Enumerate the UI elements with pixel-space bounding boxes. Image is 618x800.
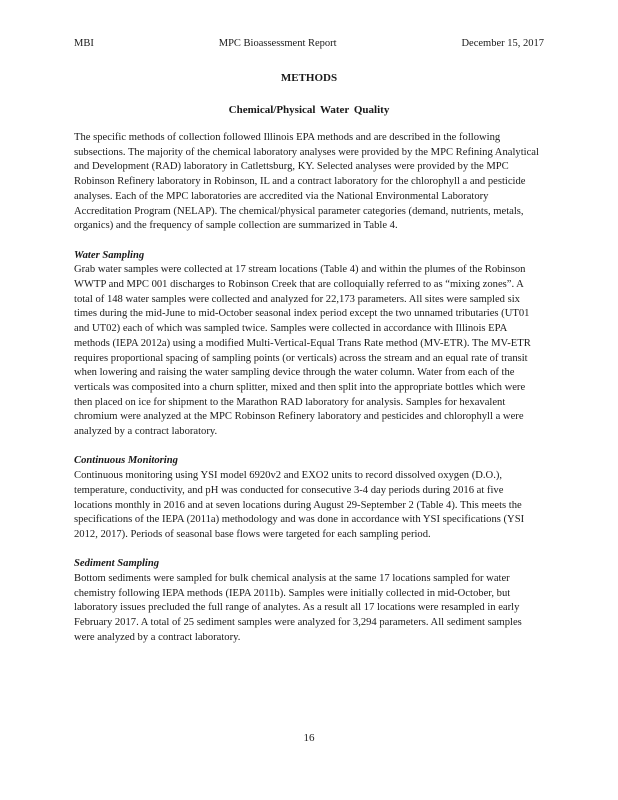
page-number: 16 — [303, 732, 315, 744]
section-subtitle: Chemical/Physical Water Quality — [228, 104, 390, 116]
header-organization: MBI — [74, 38, 94, 49]
continuous-monitoring-paragraph: Continuous monitoring using YSI model 6920v2 and EXO2 units to record dissolved oxygen (D.O.), temperature, conductivity, and pH was conducted for consecutive 3-4 day periods during 2016 at five locations monthly in 2016 and at seven locations during August 29-September 2 (Table 4). This meets the specifications of the IEPA (2011a) methodology and was done in accordance with YSI specifications (YSI 2012, 2017). Periods of seasonal base flows were targeted for each sampling period. — [74, 470, 525, 540]
water-sampling-heading: Water Sampling — [74, 249, 145, 261]
header-date: December 15, 2017 — [461, 38, 544, 49]
intro-paragraph: The specific methods of collection followed Illinois EPA methods and are described in the following subsections. The majority of the chemical laboratory analyses were provided by the MPC Refining Analytical and Development (RAD) laboratory in Catlettsburg, KY. Selected analyses were provided by the MPC Robinson Refinery laboratory in Robinson, IL and a contract laboratory for the chlorophyll a and pesticide analyses. Each of the MPC laboratories are accredited via the National Environmental Laboratory Accreditation Program (NELAP). The chemical/physical parameter categories (demand, nutrients, metals, organics) and the frequency of sample collection are summarized in Table 4. — [74, 132, 539, 232]
sediment-sampling-heading: Sediment Sampling — [74, 558, 160, 570]
sediment-sampling-paragraph: Bottom sediments were sampled for bulk chemical analysis at the same 17 locations sampled for water chemistry following IEPA methods (IEPA 2011b). Samples were initially collected in mid-October, but laboratory issues precluded the full range of analytes. As a result all 17 locations were resampled in early February 2017. A total of 25 sediment samples were analyzed for 3,294 parameters. All sediment samples were analyzed by a contract laboratory. — [74, 573, 522, 643]
continuous-monitoring-heading: Continuous Monitoring — [74, 455, 178, 467]
document-body — [74, 131, 544, 646]
header-report-title: MPC Bioassessment Report — [218, 38, 337, 49]
section-title: METHODS — [280, 72, 338, 84]
page-header — [74, 38, 544, 49]
water-sampling-paragraph: Grab water samples were collected at 17 stream locations (Table 4) and within the plumes of the Robinson WWTP and MPC 001 discharges to Robinson Creek that are colloquially referred to as “mixing zones”. A total of 148 water samples were collected and analyzed for 22,173 parameters. All sites were sampled six times during the mid-June to mid-October seasonal index period except the two unnamed tributaries (UT01 and UT02) each of which was sampled twice. Samples were collected in accordance with Illinois EPA methods (IEPA 2012a) using a modified Multi-Vertical-Equal Trans Rate method (MV-ETR). The MV-ETR requires proportional spacing of sampling points (or verticals) across the stream and an equal rate of transit when lowering and raising the water sampling device through the water column. Water from each of the verticals was composited into a churn splitter, mixed and then split into the appropriate bottles which were then placed on ice for shipment to the Marathon RAD laboratory for analysis. Samples for hexavalent chromium were analyzed at the MPC Robinson Refinery laboratory and pesticides and chlorophyll a were analyzed by a contract laboratory. — [74, 264, 531, 438]
